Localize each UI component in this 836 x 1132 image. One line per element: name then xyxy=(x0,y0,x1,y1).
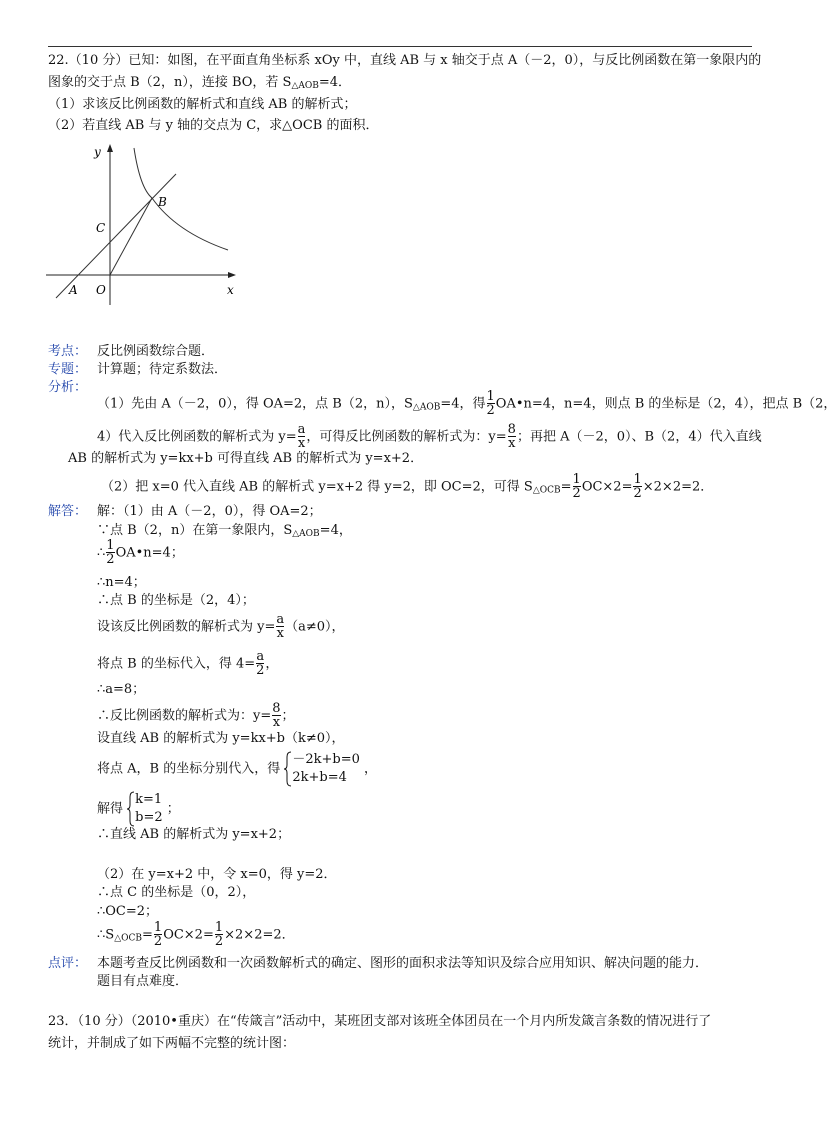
frac-den: 2 xyxy=(106,552,115,567)
fig-label-C: C xyxy=(96,221,106,235)
frac-den: 2 xyxy=(214,934,224,949)
jieda-s17 xyxy=(97,922,295,948)
fenxi-l2-b: ，可得反比例函数的解析式为：y= xyxy=(306,429,507,445)
coordinate-figure xyxy=(44,140,244,305)
jieda-s12-b: ； xyxy=(166,801,180,817)
label-dianping: 点评： xyxy=(48,956,88,971)
q22-line2-text: 图象的交于点 B（2，n），连接 BO，若 S xyxy=(48,75,292,90)
fig-label-O: O xyxy=(96,283,106,297)
frac-num: a xyxy=(256,649,265,664)
kaodian-text: 反比例函数综合题． xyxy=(97,344,215,359)
fenxi-l4-fraction-b xyxy=(633,474,641,500)
system-equations-2 xyxy=(127,791,163,827)
frac-den: 2 xyxy=(572,486,581,501)
fenxi-l1-sub: △AOB xyxy=(412,402,441,413)
q22-line2-sub: △AOB xyxy=(291,81,319,91)
fenxi-l4-c: OC×2= xyxy=(581,479,633,495)
q22-line1: 22.（10 分）已知：如图，在平面直角坐标系 xOy 中，直线 AB 与 x 轴交于点 A（－2，0），与反比例函数在第一象限内的 xyxy=(48,53,762,68)
frac-num: 1 xyxy=(106,538,115,553)
jieda-s7-a: 将点 B 的坐标代入，得 4= xyxy=(97,656,256,672)
jieda-s12 xyxy=(97,791,180,827)
jieda-s17-sub: △OCB xyxy=(114,933,142,944)
frac-num: 1 xyxy=(214,920,224,935)
jieda-s7-b: ， xyxy=(265,656,279,672)
q23-line1: 23．（10 分）（2010•重庆）在“传箴言”活动中，某班团支部对该班全体团员在一个月内所发箴言条数的情况进行了 xyxy=(48,1014,712,1029)
jieda-s11-a: 将点 A，B 的坐标分别代入，得 xyxy=(97,761,281,777)
jieda-s9-b: ； xyxy=(281,708,295,724)
fenxi-l1-fraction xyxy=(487,391,495,417)
jieda-s3-b: OA•n=4； xyxy=(115,545,184,561)
fenxi-line2 xyxy=(97,424,762,450)
equation-2: b=2 xyxy=(135,810,163,825)
fenxi-l2-fraction-a xyxy=(298,424,306,450)
equation-1: k=1 xyxy=(135,792,163,807)
jieda-s17-a: ∴S xyxy=(97,927,115,943)
jieda-s15: ∴点 C 的坐标是（0，2）， xyxy=(97,885,256,900)
jieda-s6-b: （a≠0）， xyxy=(285,619,345,635)
frac-den: 2 xyxy=(486,403,495,418)
frac-den: x xyxy=(272,715,281,730)
system-lines xyxy=(135,791,163,827)
fenxi-l2-a: 4）代入反比例函数的解析式为 y= xyxy=(97,429,297,445)
fig-label-A: A xyxy=(69,283,78,297)
jieda-s5: ∴点 B 的坐标是（2，4）； xyxy=(97,593,255,608)
fenxi-line3: AB 的解析式为 y=kx+b 可得直线 AB 的解析式为 y=x+2． xyxy=(68,451,424,466)
frac-den: 2 xyxy=(633,486,642,501)
jieda-s4: ∴n=4； xyxy=(97,575,146,590)
jieda-s9-fraction xyxy=(272,703,280,729)
jieda-s16: ∴OC=2； xyxy=(97,904,159,919)
jieda-s7-fraction xyxy=(256,651,264,677)
system-equations-1 xyxy=(284,751,360,787)
frac-num: 1 xyxy=(153,920,163,935)
dianping-line2: 题目有点难度． xyxy=(97,974,189,989)
jieda-s17-fraction-a xyxy=(154,922,162,948)
jieda-s6 xyxy=(97,614,345,640)
jieda-s3-fraction xyxy=(106,540,114,566)
label-jieda: 解答： xyxy=(48,504,88,519)
q23-line2: 统计，并制成了如下两幅不完整的统计图： xyxy=(48,1036,296,1051)
jieda-s6-a: 设该反比例函数的解析式为 y= xyxy=(97,619,276,635)
jieda-s17-b: = xyxy=(142,927,153,943)
fenxi-l4-a: （2）把 x=0 代入直线 AB 的解析式 y=x+2 得 y=2，即 OC=2，可得 S xyxy=(101,479,533,495)
frac-den: x xyxy=(276,626,284,641)
label-zhuanti: 专题： xyxy=(48,362,88,377)
jieda-s9 xyxy=(97,703,295,729)
frac-den: x xyxy=(508,436,516,451)
jieda-s9-a: ∴反比例函数的解析式为：y= xyxy=(97,708,272,724)
equation-1: －2k+b=0 xyxy=(292,752,360,767)
frac-den: 2 xyxy=(256,663,265,678)
left-brace-icon xyxy=(284,751,292,787)
frac-num: 1 xyxy=(572,472,581,487)
top-rule xyxy=(48,46,752,47)
q22-line2-tail: =4． xyxy=(318,75,352,90)
q22-sub1: （1）求该反比例函数的解析式和直线 AB 的解析式； xyxy=(48,97,357,112)
frac-den: 2 xyxy=(153,934,163,949)
fenxi-l4-b: = xyxy=(560,479,572,495)
jieda-s2-sub: △AOB xyxy=(292,529,320,539)
label-fenxi: 分析： xyxy=(48,380,88,395)
frac-num: 8 xyxy=(507,422,516,437)
fig-label-y: y xyxy=(94,145,101,159)
label-kaodian: 考点： xyxy=(48,344,88,359)
frac-den: x xyxy=(297,436,306,451)
q22-sub2: （2）若直线 AB 与 y 轴的交点为 C，求△OCB 的面积． xyxy=(48,118,379,133)
frac-num: 1 xyxy=(486,389,495,404)
system-lines xyxy=(292,751,360,787)
fenxi-l4-fraction-a xyxy=(573,474,581,500)
jieda-s2-b: =4， xyxy=(319,523,352,538)
jieda-s2-a: ∵点 B（2，n）在第一象限内，S xyxy=(97,523,293,538)
fig-label-B: B xyxy=(158,195,167,209)
jieda-s10: 设直线 AB 的解析式为 y=kx+b（k≠0）， xyxy=(97,731,345,746)
fenxi-l2-c: ；再把 A（－2，0）、B（2，4）代入直线 xyxy=(516,429,762,445)
left-brace-icon xyxy=(127,791,135,827)
fenxi-line1 xyxy=(97,391,836,417)
jieda-s6-fraction xyxy=(276,614,284,640)
jieda-s3 xyxy=(97,540,184,566)
zhuanti-text: 计算题；待定系数法． xyxy=(97,362,228,377)
jieda-s17-fraction-b xyxy=(215,922,223,948)
jieda-s8: ∴a=8； xyxy=(97,682,146,697)
jieda-s7 xyxy=(97,651,278,677)
equation-2: 2k+b=4 xyxy=(292,770,347,785)
jieda-s13: ∴直线 AB 的解析式为 y=x+2； xyxy=(97,827,291,842)
jieda-s3-a: ∴ xyxy=(97,545,106,561)
jieda-s1: 解：（1）由 A（－2，0），得 OA=2； xyxy=(97,504,322,519)
jieda-s11 xyxy=(97,751,377,787)
jieda-s17-d: ×2×2=2． xyxy=(224,927,295,943)
fenxi-l4-d: ×2×2=2． xyxy=(642,479,714,495)
jieda-s17-c: OC×2= xyxy=(163,927,214,943)
frac-num: a xyxy=(297,422,306,437)
fenxi-l2-fraction-8 xyxy=(508,424,516,450)
fenxi-l1-c: OA•n=4，n=4，则点 B 的坐标是（2，4），把点 B（2， xyxy=(495,396,836,412)
frac-num: 1 xyxy=(633,472,642,487)
q22-line2 xyxy=(48,74,351,95)
fenxi-l1-b: =4，得 xyxy=(440,396,486,412)
fenxi-line4 xyxy=(101,474,713,500)
fenxi-l1-a: （1）先由 A（－2，0），得 OA=2，点 B（2，n），S xyxy=(97,396,413,412)
dianping-line1: 本题考查反比例函数和一次函数解析式的确定、图形的面积求法等知识及综合应用知识、解决问题的能力． xyxy=(97,956,709,971)
jieda-s11-b: ， xyxy=(364,761,378,777)
jieda-s14: （2）在 y=x+2 中，令 x=0，得 y=2． xyxy=(97,867,337,882)
fig-label-x: x xyxy=(227,283,234,297)
frac-num: a xyxy=(276,612,285,627)
frac-num: 8 xyxy=(272,701,281,716)
jieda-s12-a: 解得 xyxy=(97,801,124,817)
fenxi-l4-sub: △OCB xyxy=(532,485,561,496)
